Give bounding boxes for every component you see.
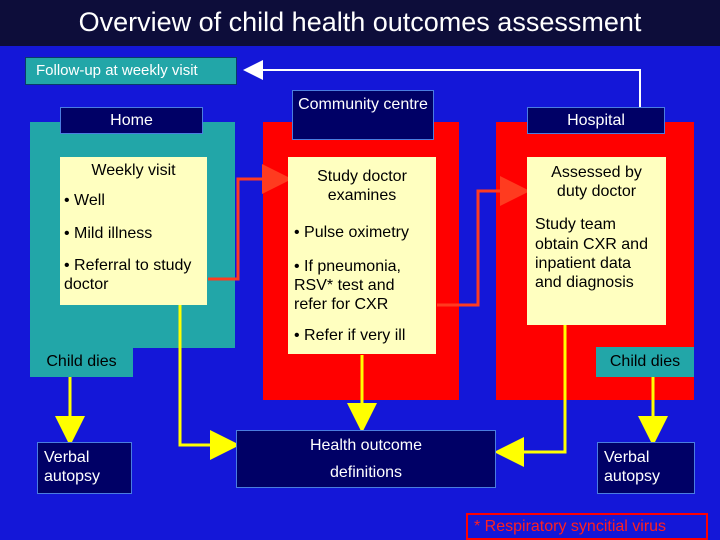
home-item-mild-illness: • Mild illness [64,225,153,243]
hospital-body-text: Study team obtain CXR and inpatient data and diagnosis [535,216,648,291]
follow-up-box: Follow-up at weekly visit [25,57,237,85]
child-dies-left-box: Child dies [30,347,133,377]
child-dies-right-box: Child dies [596,347,694,377]
home-item-well: • Well [64,192,105,210]
study-doctor-examines-title: Study doctor examines [317,168,407,205]
assessed-by-duty-doctor-title: Assessed by duty doctor [551,164,642,201]
community-item-pulse-oximetry: • Pulse oximetry [294,224,409,242]
home-item-referral: • Referral to study doctor [64,256,192,293]
hospital-referral-arrow [437,191,524,305]
footnote: * Respiratory syncitial virus [466,513,708,540]
verbal-autopsy-right-box: Verbal autopsy [597,442,695,494]
verbal-autopsy-left-box: Verbal autopsy [37,442,132,494]
health-outcome-line1: Health outcome [309,437,423,454]
community-header: Community centre [292,90,434,140]
home-weekly-visit-box [60,157,207,305]
community-examines-box [288,157,436,354]
hospital-to-outcome-line [500,325,565,452]
community-item-pneumonia: • If pneumonia, RSV* test and refer for CXR [294,257,401,313]
hospital-header: Hospital [527,107,665,134]
page-title: Overview of child health outcomes assessment [0,0,720,46]
home-to-outcome-line [180,305,234,445]
weekly-visit-title: Weekly visit [91,162,176,179]
home-header: Home [60,107,203,134]
community-item-refer-ill: • Refer if very ill [294,327,406,345]
hospital-assessed-box [527,157,666,325]
health-outcome-line2: definitions [329,464,403,482]
referral-arrow [208,179,286,279]
health-outcome-definitions-box [236,430,496,488]
